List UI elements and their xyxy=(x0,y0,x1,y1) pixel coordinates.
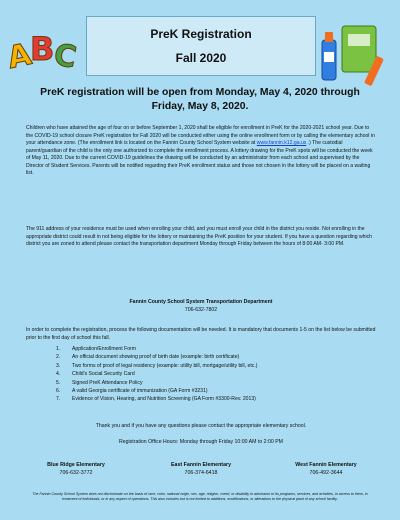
list-item-number: 3. xyxy=(56,362,61,369)
list-item xyxy=(56,353,356,361)
page-title: PreK Registration xyxy=(150,27,252,41)
eligibility-paragraph xyxy=(26,125,376,178)
school-contact-blue-ridge xyxy=(26,461,126,477)
list-item-number: 7. xyxy=(56,396,61,403)
list-item-number: 1. xyxy=(56,346,61,352)
list-item-text: Two forms of proof of legal residency (example: utility bill, mortgage/utility bill, etc.) xyxy=(72,362,258,369)
list-item xyxy=(56,362,356,370)
list-item xyxy=(56,370,356,378)
school-phone: 706-492-3644 xyxy=(309,470,343,476)
paragraph1-text-b: .) The custodial parent/guardian of the child is the only one authorized to complete the enrollment process. A lottery drawing for the PreK spots will be conducted the week of May 11, 2020. Due to the current COVID-19 guidelines the drawing will be conducted by an administrator from each school and supervised by the Director of Student Services. Parents will be notified regarding their PreK enrollment status and those not chosen in the lottery will be placed on a waiting list. xyxy=(26,140,373,176)
glue-bottle-icon xyxy=(322,32,336,80)
school-supplies-clipart xyxy=(318,22,394,92)
title-box xyxy=(86,16,316,76)
clipart-letter-c: C xyxy=(51,37,79,76)
paragraph1-text-a: Children who have attained the age of four on or before September 1, 2020 shall be eligible for enrollment in PreK for the 2020-2021 school year. Due to the COVID-19 school closure PreK registration for Fall 2020 will be conducted either using the online enrollment form or by calling the elementary school in your attendance zone. (The enrollment link is located on the Fannin County School System website at xyxy=(26,125,375,146)
office-hours-line: Registration Office Hours: Monday through Friday 10:00 AM to 2:00 PM xyxy=(119,439,283,445)
school-phone: 706-632-3772 xyxy=(59,470,93,476)
nondiscrimination-notice: The Fannin County School System does not discriminate on the basis of race, color, national origin, sex, age, religion, creed, or disability in admission to its programs, services, and activities, in access to them, in treatment of individuals, or in any aspect of operations. This also includes but is not limited to additions, modifications, or alterations to the physical plant of any school facility. xyxy=(32,492,368,502)
page-subtitle: Fall 2020 xyxy=(175,51,227,65)
school-contact-west-fannin xyxy=(276,461,376,477)
school-name: Blue Ridge Elementary xyxy=(47,462,105,468)
transportation-dept-name: Fannin County School System Transportation Department xyxy=(129,299,273,305)
list-item-number: 4. xyxy=(56,371,61,378)
school-name: East Fannin Elementary xyxy=(170,462,232,468)
residency-paragraph: The 911 address of your residence must be used when enrolling your child, and you must enroll your child in the district you reside. Not enrolling in the appropriate district could result in not being eligible for the lottery or maintaining the PreK position for your student. If you have a question regarding which district you are zoned to attend please contact the transportation department Monday through Friday between the hours of 8:00 AM- 3:00 PM. xyxy=(26,226,373,247)
list-item-text: Application/Enrollment Form xyxy=(72,346,136,352)
list-item-number: 6. xyxy=(56,388,61,395)
list-item-text: An official document showing proof of birth date (example: birth certificate) xyxy=(72,354,240,361)
registration-dates-headline: PreK registration will be open from Monday, May 4, 2020 through Friday, May 8, 2020. xyxy=(40,87,360,112)
school-website-link[interactable]: www.fannin.k12.ga.us xyxy=(256,140,307,146)
clipart-letter-b: B xyxy=(30,30,55,68)
list-item-text: A valid Georgia certificate of immunization (GA Form #3231) xyxy=(72,388,208,395)
school-phone: 706-374-6418 xyxy=(184,470,218,476)
clipart-letter-a: A xyxy=(4,36,35,77)
list-item-text: Evidence of Vision, Hearing, and Nutrition Screening (GA Form #3300-Rev. 2013) xyxy=(72,396,256,403)
list-item xyxy=(56,395,356,403)
list-item xyxy=(56,387,356,395)
school-contacts xyxy=(26,461,376,477)
list-item-text: Signed PreK Attendance Policy xyxy=(72,379,143,386)
required-documents-list xyxy=(56,345,356,404)
book-icon xyxy=(342,26,376,72)
list-item xyxy=(56,345,356,353)
list-item-number: 5. xyxy=(56,379,61,386)
list-item xyxy=(56,379,356,387)
transportation-dept-phone: 706-632-7802 xyxy=(184,307,218,313)
thank-you-line: Thank you and if you have any questions please contact the appropriate elementary school. xyxy=(95,423,307,429)
school-contact-east-fannin xyxy=(151,461,251,477)
school-name: West Fannin Elementary xyxy=(295,462,357,468)
abc-blocks-clipart xyxy=(4,28,80,80)
transportation-contact xyxy=(26,298,376,314)
documentation-paragraph: In order to complete the registration, process the following documentation will be needed. It is mandatory that documents 1-5 on the list below be submitted prior to the first day of school this fall. xyxy=(26,327,376,341)
list-item-number: 2. xyxy=(56,354,61,361)
list-item-text: Child's Social Security Card xyxy=(72,371,135,378)
